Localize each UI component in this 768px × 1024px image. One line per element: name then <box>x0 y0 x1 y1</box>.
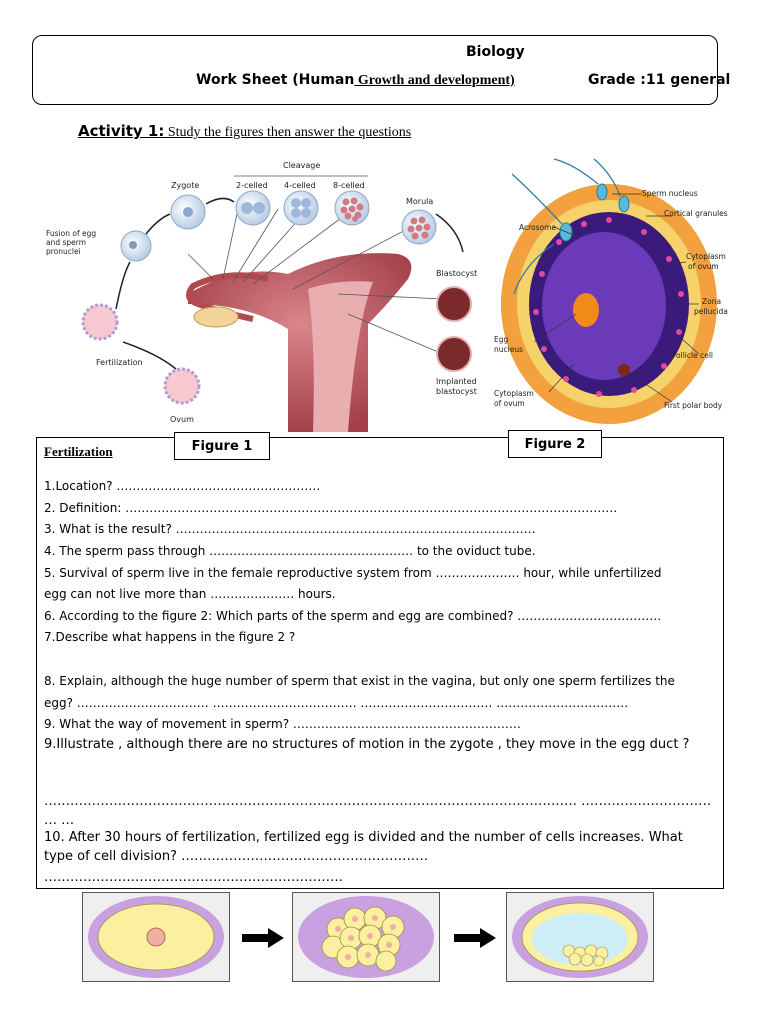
question-4: 4. The sperm pass through …………………………………………… to the oviduct tube. <box>44 544 536 558</box>
svg-text:Fertilization: Fertilization <box>96 358 143 367</box>
svg-text:Cytoplasm: Cytoplasm <box>494 389 534 398</box>
question-8a: 8. Explain, although the huge number of sperm that exist in the vagina, but only one sperm fertilizes the <box>44 674 675 688</box>
stage-blastocyst <box>506 892 654 982</box>
svg-text:Egg: Egg <box>494 335 509 344</box>
question-9-illustrate: 9.Illustrate , although there are no structures of motion in the zygote , they move in the egg duct ? <box>44 737 690 752</box>
subject-title: Biology <box>466 44 525 60</box>
stage-zygote <box>82 892 230 982</box>
question-5b: egg can not live more than ………………… hours. <box>44 587 336 601</box>
answer-line-9: …………………………………………………………………………………………………………… ………………………… … … <box>44 794 712 828</box>
implanted-blastocyst-cell <box>437 337 471 371</box>
svg-text:blastocyst: blastocyst <box>436 387 477 396</box>
header-box <box>32 35 718 105</box>
svg-text:4-celled: 4-celled <box>284 181 316 190</box>
svg-text:Cytoplasm: Cytoplasm <box>686 252 726 261</box>
fertilization-egg <box>83 305 117 339</box>
svg-text:Follicle cell: Follicle cell <box>672 351 713 360</box>
svg-text:Acrosome: Acrosome <box>519 223 557 232</box>
svg-text:Morula: Morula <box>406 197 434 206</box>
uterus-shape <box>188 253 411 432</box>
worksheet-title: Work Sheet (Human Growth and development) <box>196 72 515 88</box>
svg-text:pronuclei: pronuclei <box>46 247 81 256</box>
svg-text:Implanted: Implanted <box>436 377 477 386</box>
svg-text:2-celled: 2-celled <box>236 181 268 190</box>
figure-2-illustration <box>494 154 730 432</box>
polar-body-shape <box>618 364 630 376</box>
arrow-2 <box>454 928 496 948</box>
figure-1-illustration <box>38 154 490 432</box>
svg-text:Fusion of egg: Fusion of egg <box>46 229 97 238</box>
svg-text:Ovum: Ovum <box>170 415 194 424</box>
svg-text:Cortical granules: Cortical granules <box>664 209 728 218</box>
svg-text:pellucida: pellucida <box>694 307 728 316</box>
question-10: 10. After 30 hours of fertilization, fertilized egg is divided and the number of cells increases. What type of cell division? ………………………………………………… <box>44 830 683 864</box>
svg-text:Zona: Zona <box>702 297 722 306</box>
answer-line-10: …………………………………………………………… <box>44 870 343 885</box>
question-9: 9. What the way of movement in sperm? ………………………………………………… <box>44 717 521 731</box>
activity-heading: Activity 1: Study the figures then answer the questions <box>78 122 412 140</box>
arrow-1 <box>242 928 284 948</box>
ovary <box>194 307 238 327</box>
svg-text:nucleus: nucleus <box>494 345 523 354</box>
section-title: Fertilization <box>44 444 113 459</box>
svg-text:First polar body: First polar body <box>664 401 723 410</box>
svg-text:Blastocyst: Blastocyst <box>436 269 478 278</box>
svg-text:of ovum: of ovum <box>688 262 719 271</box>
svg-text:Sperm nucleus: Sperm nucleus <box>642 189 698 198</box>
question-7: 7.Describe what happens in the figure 2 ? <box>44 630 296 644</box>
figure-2-label: Figure 2 <box>508 430 602 458</box>
blastocyst-cell <box>437 287 471 321</box>
four-celled <box>284 191 318 225</box>
question-8b: egg? …………………………… ……………………………… …………………………… …………………………… <box>44 696 629 710</box>
egg-nucleus-shape <box>573 293 599 327</box>
stage-morula <box>292 892 440 982</box>
question-1: 1.Location? …………………………………………… <box>44 479 321 493</box>
ovum-cell <box>165 369 199 403</box>
question-5a: 5. Survival of sperm live in the female reproductive system from ………………… hour, while unfertilized <box>44 566 662 580</box>
cleavage-label: Cleavage <box>283 161 321 170</box>
svg-text:Zygote: Zygote <box>171 181 200 190</box>
question-3: 3. What is the result? ……………………………………………………………………………… <box>44 522 536 536</box>
question-6: 6. According to the figure 2: Which parts of the sperm and egg are combined? ……………………………… <box>44 609 662 623</box>
svg-text:8-celled: 8-celled <box>333 181 365 190</box>
figure-1-label: Figure 1 <box>174 432 270 460</box>
svg-text:and sperm: and sperm <box>46 238 87 247</box>
grade-label: Grade :11 general <box>588 72 731 88</box>
svg-text:of ovum: of ovum <box>494 399 525 408</box>
question-2: 2. Definition: …………………………………………………………………………………………………………… <box>44 501 618 515</box>
